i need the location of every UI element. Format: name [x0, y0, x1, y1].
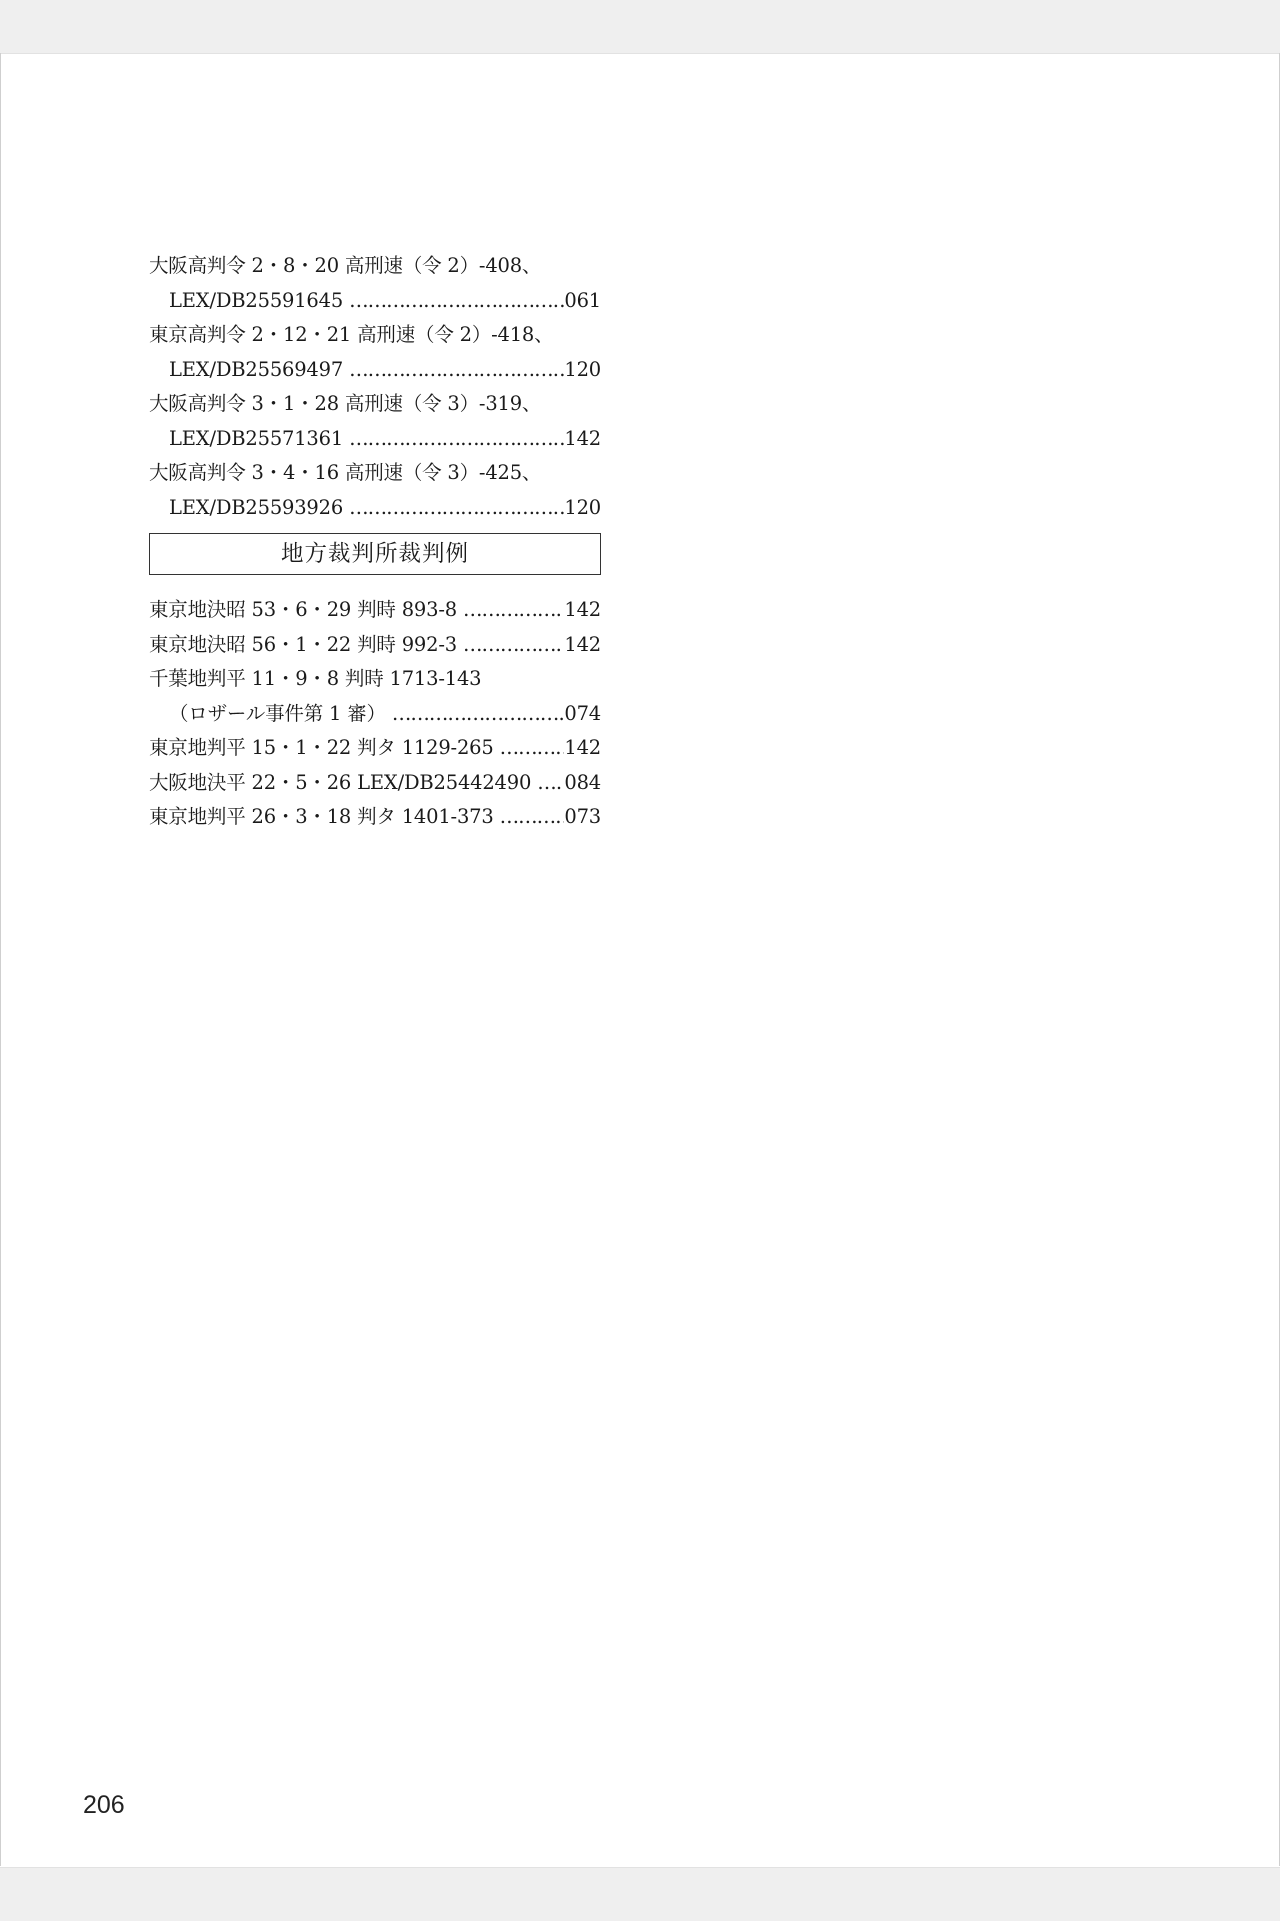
case-citation: 大阪地決平 22・5・26 LEX/DB25442490 — [149, 770, 532, 794]
dot-leader — [457, 593, 564, 628]
reference-page: 073 — [564, 805, 601, 828]
index-entry — [149, 387, 601, 422]
dot-leader — [343, 284, 564, 319]
case-citation: 大阪高判令 3・4・16 高刑速（令 3）-425、 — [149, 461, 542, 484]
index-entry — [149, 697, 601, 732]
index-entry — [149, 249, 601, 284]
index-entry — [149, 800, 601, 835]
reference-page: 142 — [564, 426, 601, 450]
case-citation: 東京地決昭 53・6・29 判時 893-8 — [149, 598, 457, 621]
reference-page: 120 — [564, 357, 601, 381]
index-entry — [149, 284, 601, 319]
dot-leader — [343, 422, 564, 457]
case-citation: 大阪高判令 2・8・20 高刑速（令 2）-408、 — [149, 254, 542, 277]
case-citation: 東京高判令 2・12・21 高刑速（令 2）-418、 — [149, 323, 554, 346]
index-entry — [149, 422, 601, 457]
reference-page: 120 — [564, 495, 601, 519]
index-entry — [149, 628, 601, 663]
high-court-entries — [149, 249, 601, 525]
reference-page: 084 — [564, 770, 601, 794]
case-citation: LEX/DB25593926 — [169, 495, 344, 519]
index-entry — [149, 456, 601, 491]
case-citation: 東京地判平 15・1・22 判タ 1129-265 — [149, 736, 494, 759]
case-citation: LEX/DB25571361 — [169, 426, 344, 450]
case-citation: LEX/DB25591645 — [169, 288, 344, 312]
index-entry — [149, 491, 601, 526]
index-entry — [149, 593, 601, 628]
case-citation: LEX/DB25569497 — [169, 357, 344, 381]
case-citation: （ロザール事件第 1 審） — [169, 701, 386, 725]
page-number: 206 — [83, 1791, 125, 1819]
reference-page: 074 — [564, 701, 601, 725]
index-entry — [149, 662, 601, 697]
case-index — [149, 249, 601, 835]
index-entry — [149, 766, 601, 801]
index-entry — [149, 731, 601, 766]
index-entry — [149, 353, 601, 388]
dot-leader — [343, 353, 564, 388]
dot-leader — [386, 697, 565, 732]
reference-page: 142 — [564, 736, 601, 759]
book-page — [0, 53, 1280, 1866]
dot-leader — [457, 628, 564, 663]
case-citation: 大阪高判令 3・1・28 高刑速（令 3）-319、 — [149, 392, 542, 415]
case-citation: 東京地判平 26・3・18 判タ 1401-373 — [149, 805, 494, 828]
case-citation: 東京地決昭 56・1・22 判時 992-3 — [149, 632, 457, 656]
reference-page: 061 — [564, 288, 601, 312]
dot-leader — [494, 731, 565, 766]
viewer-top-bar — [0, 0, 1280, 54]
district-court-entries — [149, 593, 601, 835]
dot-leader — [494, 800, 565, 835]
reference-page: 142 — [564, 598, 601, 621]
index-entry — [149, 318, 601, 353]
section-heading-district-courts: 地方裁判所裁判例 — [149, 533, 601, 575]
case-citation: 千葉地判平 11・9・8 判時 1713-143 — [149, 667, 482, 690]
dot-leader — [343, 491, 564, 526]
reference-page: 142 — [564, 632, 601, 656]
dot-leader — [531, 766, 564, 801]
viewer-bottom-bar — [0, 1867, 1280, 1921]
